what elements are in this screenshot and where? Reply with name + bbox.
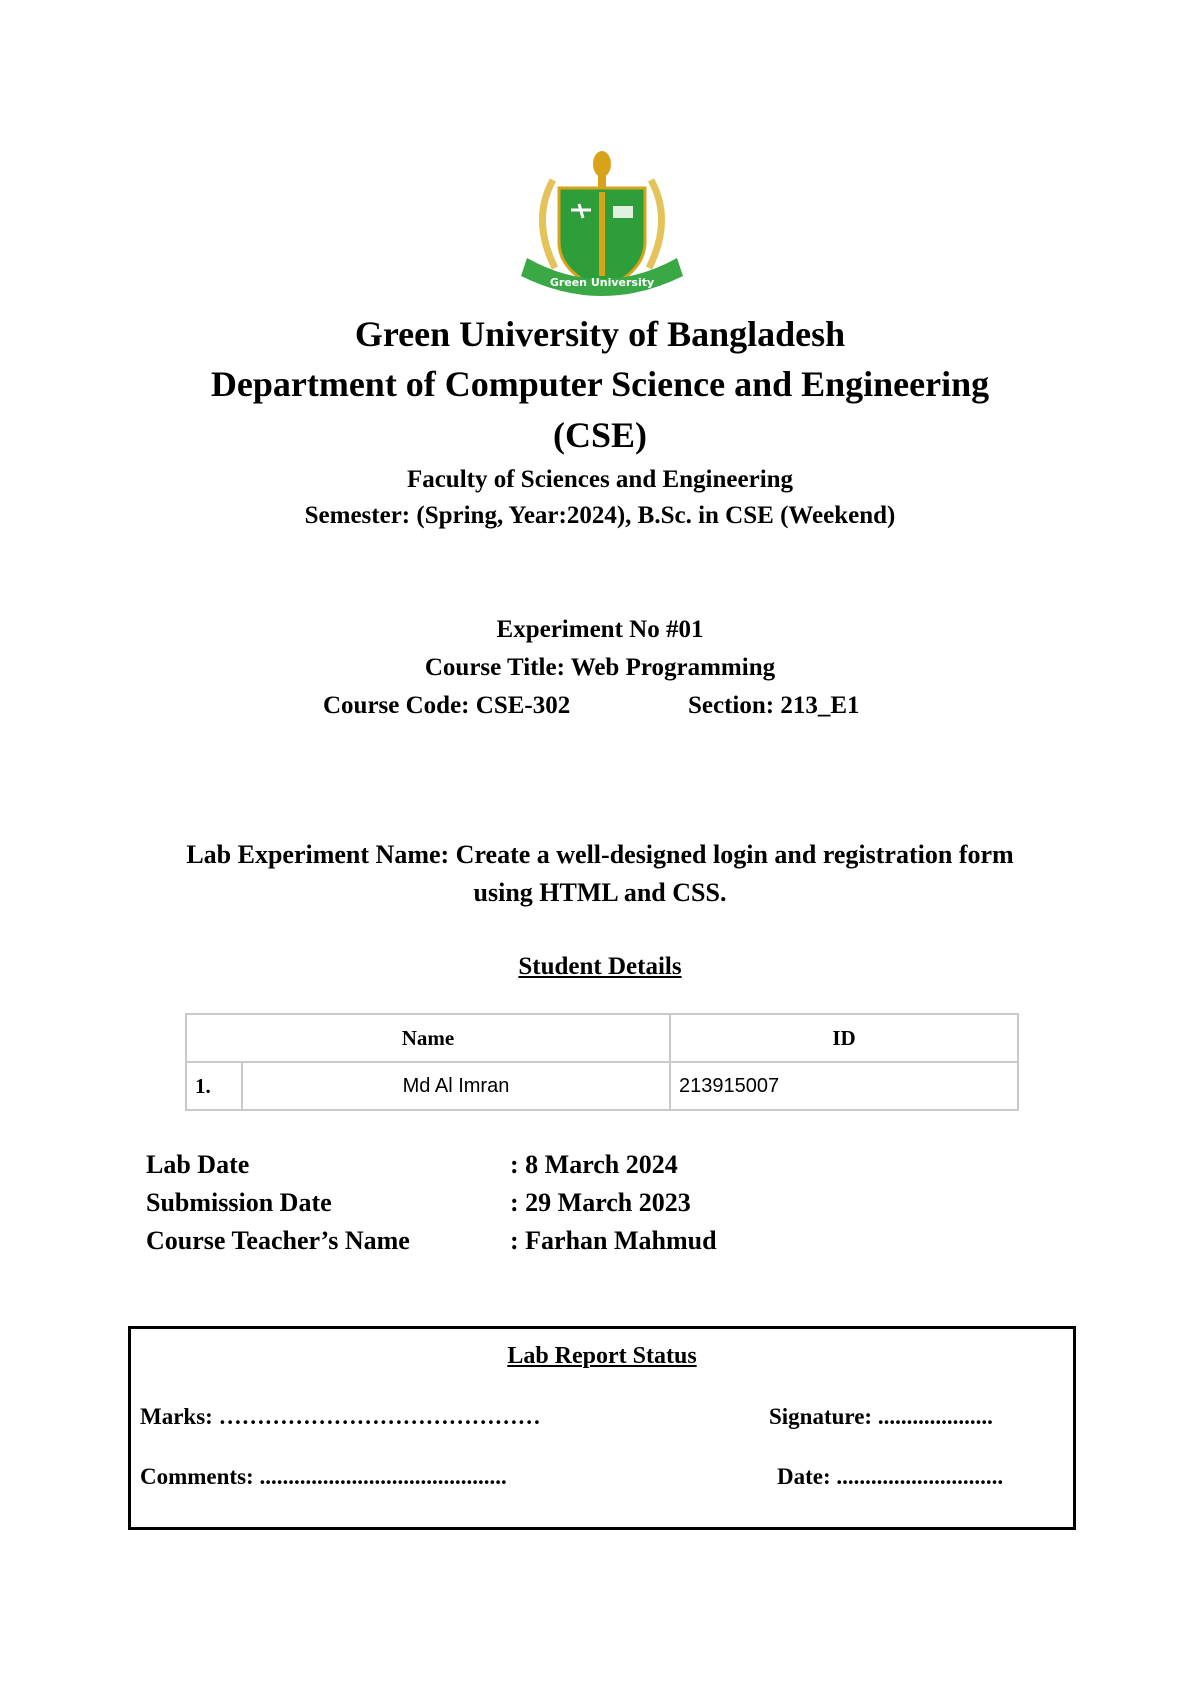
comments-field: Comments: ........................................... — [140, 1464, 507, 1489]
department-abbr: (CSE) — [552, 415, 647, 455]
submission-date-label: Submission Date — [146, 1188, 332, 1217]
table-row — [186, 1062, 1018, 1110]
date-field: Date: ............................. — [777, 1464, 1004, 1489]
lab-experiment-name: Lab Experiment Name: Create a well-designed login and registration form — [186, 840, 1014, 869]
lab-date-value: : 8 March 2024 — [510, 1150, 678, 1179]
department-name: Department of Computer Science and Engineering — [210, 364, 990, 404]
signature-field: Signature: .................... — [769, 1404, 993, 1429]
university-name: Green University of Bangladesh — [354, 314, 846, 354]
status-title: Lab Report Status — [507, 1343, 697, 1369]
column-header-name: Name — [186, 1014, 670, 1062]
section: Section: 213_E1 — [688, 692, 860, 719]
column-header-id: ID — [670, 1014, 1018, 1062]
student-id: 213915007 — [670, 1062, 1018, 1110]
lab-report-status-box — [128, 1326, 1076, 1530]
student-table — [185, 1013, 1019, 1111]
lab-date-label: Lab Date — [146, 1150, 250, 1179]
row-number: 1. — [186, 1062, 242, 1110]
svg-text:Green University: Green University — [549, 276, 655, 289]
teacher-name-label: Course Teacher’s Name — [146, 1226, 410, 1255]
experiment-number: Experiment No #01 — [496, 616, 704, 643]
course-code: Course Code: CSE-302 — [323, 692, 571, 719]
lab-experiment-name-cont: using HTML and CSS. — [473, 878, 727, 907]
semester-info: Semester: (Spring, Year:2024), B.Sc. in CSE (Weekend) — [304, 502, 896, 529]
course-title: Course Title: Web Programming — [424, 654, 776, 681]
marks-field: Marks: …………………………………… — [140, 1404, 541, 1429]
table-header-row — [186, 1014, 1018, 1062]
submission-date-value: : 29 March 2023 — [510, 1188, 691, 1217]
faculty-name: Faculty of Sciences and Engineering — [406, 466, 794, 493]
student-details-heading: Student Details — [518, 953, 682, 980]
student-name: Md Al Imran — [242, 1062, 670, 1110]
university-logo — [513, 150, 691, 305]
teacher-name-value: : Farhan Mahmud — [510, 1226, 717, 1255]
torch-icon — [593, 151, 611, 188]
